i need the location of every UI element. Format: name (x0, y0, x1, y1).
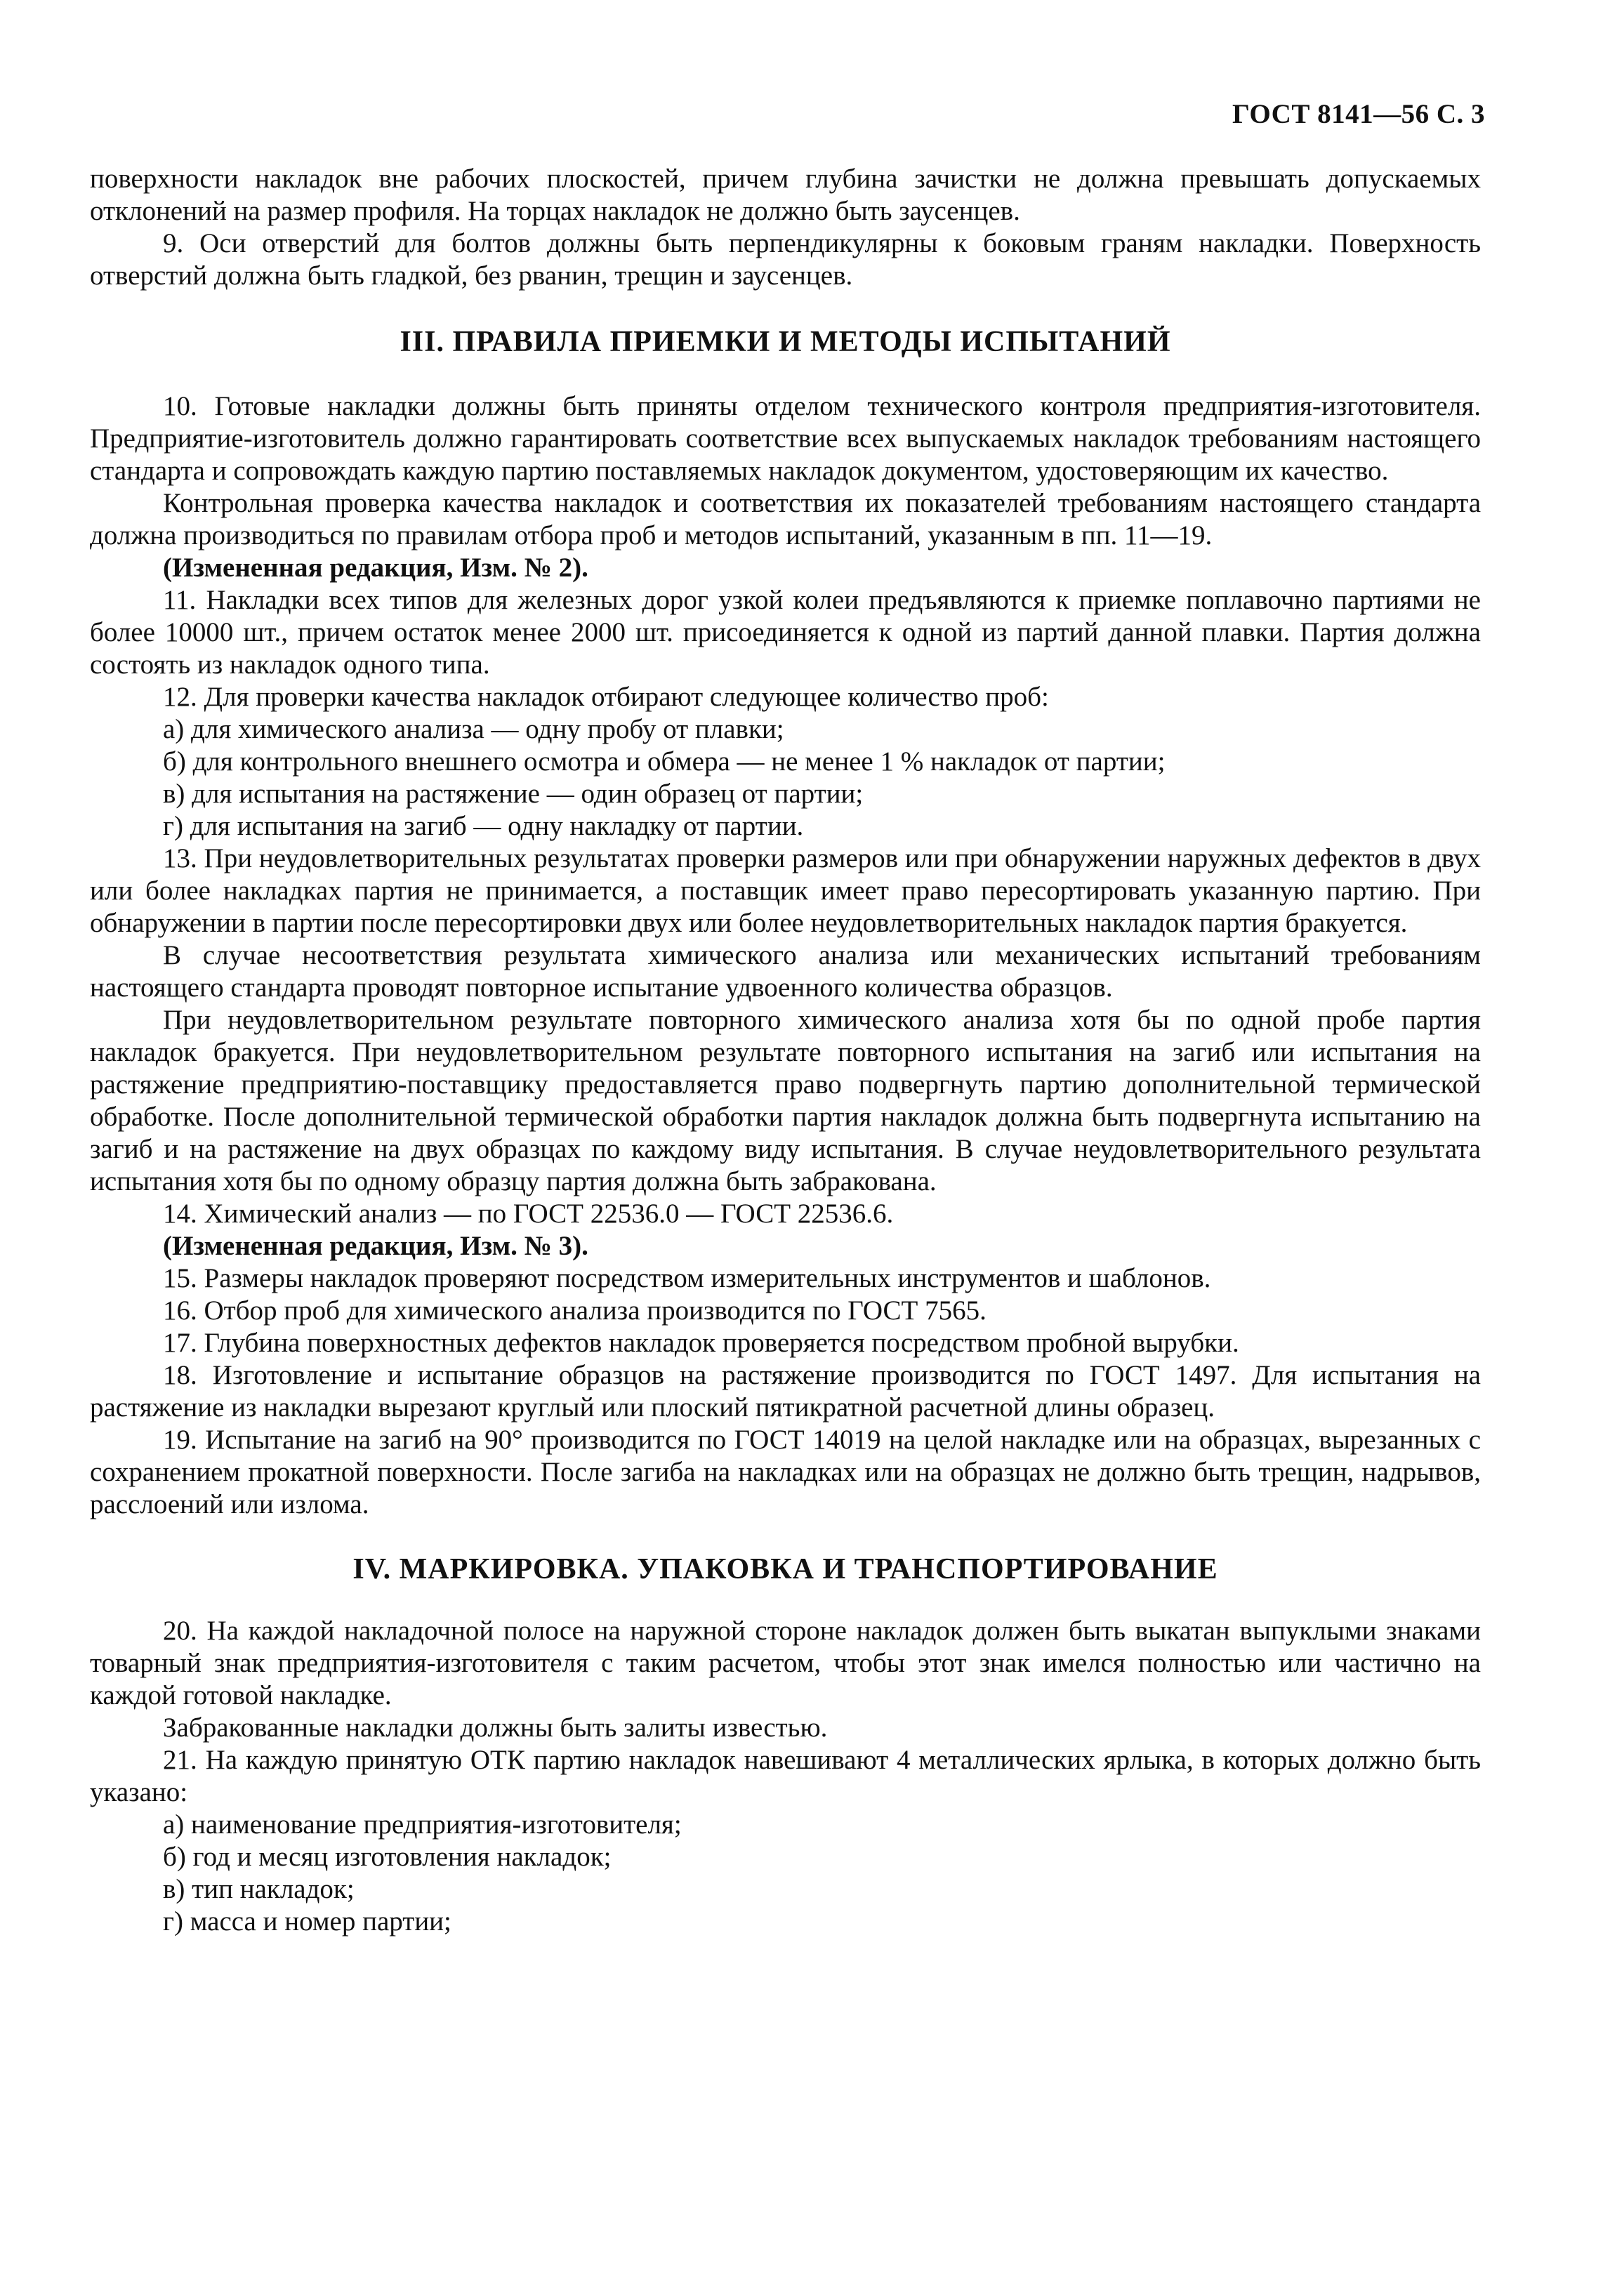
clause-21-item-d: г) масса и номер партии; (163, 1906, 451, 1937)
clause-21-item-b: б) год и месяц изготовления накладок; (163, 1842, 612, 1872)
clause-15: 15. Размеры накладок проверяют посредством измерительных инструментов и шаблонов. (163, 1263, 1211, 1293)
section-3-title: III. ПРАВИЛА ПРИЕМКИ И МЕТОДЫ ИСПЫТАНИЙ (400, 326, 1171, 358)
intro-paragraph-continuation: поверхности накладок вне рабочих плоскостей, причем глубина зачистки не должна превышать допускаемых отклонений на размер профиля. На торцах накладок не должно быть заусенцев. (90, 164, 1481, 226)
clause-17: 17. Глубина поверхностных дефектов накладок проверяется посредством пробной вырубки. (163, 1328, 1239, 1358)
clause-21-item-a: а) наименование предприятия-изготовителя; (163, 1809, 682, 1840)
clause-13-retest: В случае несоответствия результата химического анализа или механических испытаний требованиям настоящего стандарта проводят повторное испытание удвоенного количества образцов. (90, 940, 1481, 1003)
clause-19: 19. Испытание на загиб на 90° производится по ГОСТ 14019 на целой накладке или на образцах, вырезанных с сохранением прокатной поверхности. После загиба на накладках или на образцах не должно быть трещин, надрывов, расслоений или излома. (90, 1425, 1481, 1519)
clause-12-item-a: а) для химического анализа — одну пробу от плавки; (163, 714, 784, 744)
page-header: ГОСТ 8141—56 С. 3 (1232, 99, 1485, 129)
clause-11: 11. Накладки всех типов для железных дорог узкой колеи предъявляются к приемке поплавочно партиями не более 10000 шт., причем остаток менее 2000 шт. присоединяется к одной из партий данной плавки. Партия должна состоять из накладок одного типа. (90, 585, 1481, 680)
clause-13: 13. При неудовлетворительных результатах проверки размеров или при обнаружении наружных дефектов в двух или более накладках партия не принимается, а поставщик имеет право пересортировать указанную партию. При обнаружении в партии после пересортировки двух или более неудовлетворительных накладок партия бракуется. (90, 843, 1481, 938)
clause-12-item-b: б) для контрольного внешнего осмотра и обмера — не менее 1 % накладок от партии; (163, 746, 1166, 777)
clause-18: 18. Изготовление и испытание образцов на растяжение производится по ГОСТ 1497. Для испытания на растяжение из накладки вырезают круглый или плоский пятикратной расчетной длины образец. (90, 1360, 1481, 1423)
clause-20: 20. На каждой накладочной полосе на наружной стороне накладок должен быть выкатан выпуклыми знаками товарный знак предприятия-изготовителя с таким расчетом, чтобы этот знак имелся полностью или частично на каждой готовой накладке. (90, 1616, 1481, 1710)
clause-21: 21. На каждую принятую ОТК партию накладок навешивают 4 металлических ярлыка, в которых должно быть указано: (90, 1745, 1481, 1807)
clause-9: 9. Оси отверстий для болтов должны быть перпендикулярны к боковым граням накладки. Поверхность отверстий должна быть гладкой, без рванин, трещин и заусенцев. (90, 228, 1481, 291)
clause-14: 14. Химический анализ — по ГОСТ 22536.0 — ГОСТ 22536.6. (163, 1199, 894, 1229)
clause-13-rejection: При неудовлетворительном результате повторного химического анализа хотя бы по одной пробе партия накладок бракуется. При неудовлетворительном результате повторного испытания на загиб или испытания на растяжение предприятию-поставщику предоставляется право подвергнуть партию дополнительной термической обработке. После дополнительной термической обработки партия накладок должна быть подвергнута испытанию на загиб и на растяжение на двух образцах по каждому виду испытания. В случае неудовлетворительного результата испытания хотя бы по одному образцу партия должна быть забракована. (90, 1005, 1481, 1196)
clause-20-rejected: Забракованные накладки должны быть залиты известью. (163, 1713, 828, 1743)
clause-10-control: Контрольная проверка качества накладок и соответствия их показателей требованиям настоящего стандарта должна производиться по правилам отбора проб и методов испытаний, указанным в пп. 11—19. (90, 488, 1481, 550)
section-4-title: IV. МАРКИРОВКА. УПАКОВКА И ТРАНСПОРТИРОВАНИЕ (352, 1553, 1218, 1585)
clause-16: 16. Отбор проб для химического анализа производится по ГОСТ 7565. (163, 1295, 987, 1326)
revision-note-2: (Измененная редакция, Изм. № 2). (163, 553, 588, 583)
clause-12-item-c: в) для испытания на растяжение — один образец от партии; (163, 779, 864, 809)
clause-10: 10. Готовые накладки должны быть приняты отделом технического контроля предприятия-изготовителя. Предприятие-изготовитель должно гарантировать соответствие всех выпускаемых накладок требованиям настоящего стандарта и сопровождать каждую партию поставляемых накладок документом, удостоверяющим их качество. (90, 391, 1481, 486)
revision-note-3: (Измененная редакция, Изм. № 3). (163, 1231, 588, 1261)
clause-12-item-d: г) для испытания на загиб — одну накладку от партии. (163, 811, 804, 841)
clause-12: 12. Для проверки качества накладок отбирают следующее количество проб: (163, 682, 1049, 712)
clause-21-item-c: в) тип накладок; (163, 1874, 355, 1904)
document-body (90, 163, 1481, 1938)
